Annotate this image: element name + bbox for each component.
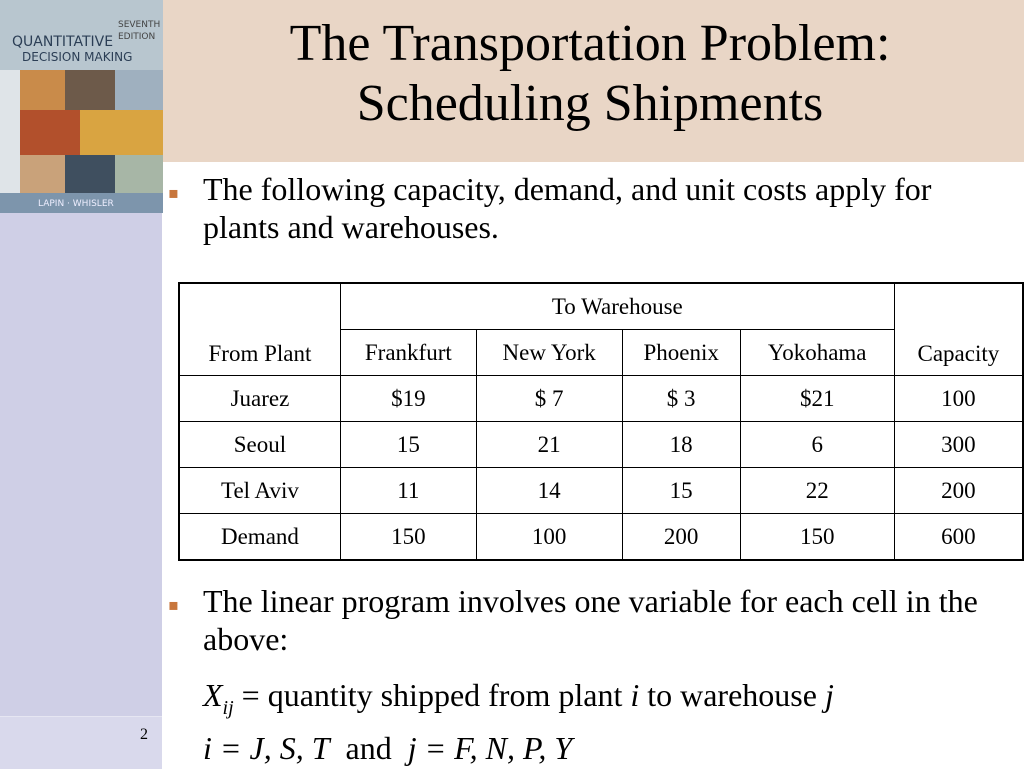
demand-cell: 150 [340, 514, 476, 561]
column-header-frankfurt: Frankfurt [340, 330, 476, 376]
cost-cell: $19 [340, 376, 476, 422]
variable-definition [203, 676, 834, 719]
row-plant: Juarez [179, 376, 340, 422]
and-word: and [345, 730, 392, 766]
bullet-square-icon: ▪ [168, 183, 179, 202]
demand-label: Demand [179, 514, 340, 561]
cover-title-2: DECISION MAKING [22, 50, 133, 64]
index-i-range: i = J, S, T [203, 730, 330, 766]
column-header-new-york: New York [476, 330, 622, 376]
column-header-yokohama: Yokohama [740, 330, 894, 376]
slide-title-line1: The Transportation Problem: [289, 15, 891, 72]
cost-cell: 15 [622, 468, 740, 514]
cost-cell: 11 [340, 468, 476, 514]
cost-cell: 6 [740, 422, 894, 468]
cost-cell: 15 [340, 422, 476, 468]
variable-symbol: X [203, 677, 223, 713]
row-plant: Tel Aviv [179, 468, 340, 514]
slide-title-line2: Scheduling Shipments [356, 75, 824, 132]
cover-authors: LAPIN · WHISLER [38, 199, 114, 209]
from-plant-header: From Plant [179, 283, 340, 376]
bullet-intro [168, 170, 988, 250]
demand-cell: 150 [740, 514, 894, 561]
demand-total: 600 [894, 514, 1023, 561]
demand-row [179, 514, 1023, 561]
cover-edition-1: SEVENTH [118, 20, 161, 30]
cost-cell: $ 3 [622, 376, 740, 422]
slide-title [200, 14, 980, 134]
capacity-header: Capacity [894, 283, 1023, 376]
cost-table [178, 282, 1024, 561]
cost-cell: 18 [622, 422, 740, 468]
variable-subscript: ij [222, 697, 234, 719]
table-row [179, 468, 1023, 514]
page-number: 2 [140, 726, 148, 743]
book-cover-image [0, 0, 163, 213]
cost-cell: $ 7 [476, 376, 622, 422]
cost-cell: $21 [740, 376, 894, 422]
left-sidebar-footer [0, 716, 162, 769]
index-i: i [630, 677, 640, 713]
definition-text-2: to warehouse [639, 677, 825, 713]
row-plant: Seoul [179, 422, 340, 468]
cover-edition-2: EDITION [118, 32, 156, 42]
bullet-linear-program [168, 582, 1008, 662]
table-row [179, 422, 1023, 468]
index-ranges [203, 729, 572, 767]
capacity-cell: 100 [894, 376, 1023, 422]
cost-cell: 21 [476, 422, 622, 468]
capacity-cell: 200 [894, 468, 1023, 514]
bullet-linear-program-text: The linear program involves one variable for each cell in the above: [203, 583, 978, 657]
equals-sign: = [233, 677, 268, 713]
table-row [179, 376, 1023, 422]
column-header-phoenix: Phoenix [622, 330, 740, 376]
index-j: j [824, 677, 834, 713]
bullet-square-icon: ▪ [168, 595, 179, 614]
capacity-cell: 300 [894, 422, 1023, 468]
bullet-intro-text: The following capacity, demand, and unit costs apply for plants and warehouses. [203, 171, 932, 245]
cover-title-1: QUANTITATIVE [12, 34, 114, 50]
demand-cell: 200 [622, 514, 740, 561]
demand-cell: 100 [476, 514, 622, 561]
cost-cell: 22 [740, 468, 894, 514]
cost-cell: 14 [476, 468, 622, 514]
index-j-range: j = F, N, P, Y [407, 730, 573, 766]
to-warehouse-header: To Warehouse [340, 283, 894, 330]
definition-text-1: quantity shipped from plant [267, 677, 631, 713]
